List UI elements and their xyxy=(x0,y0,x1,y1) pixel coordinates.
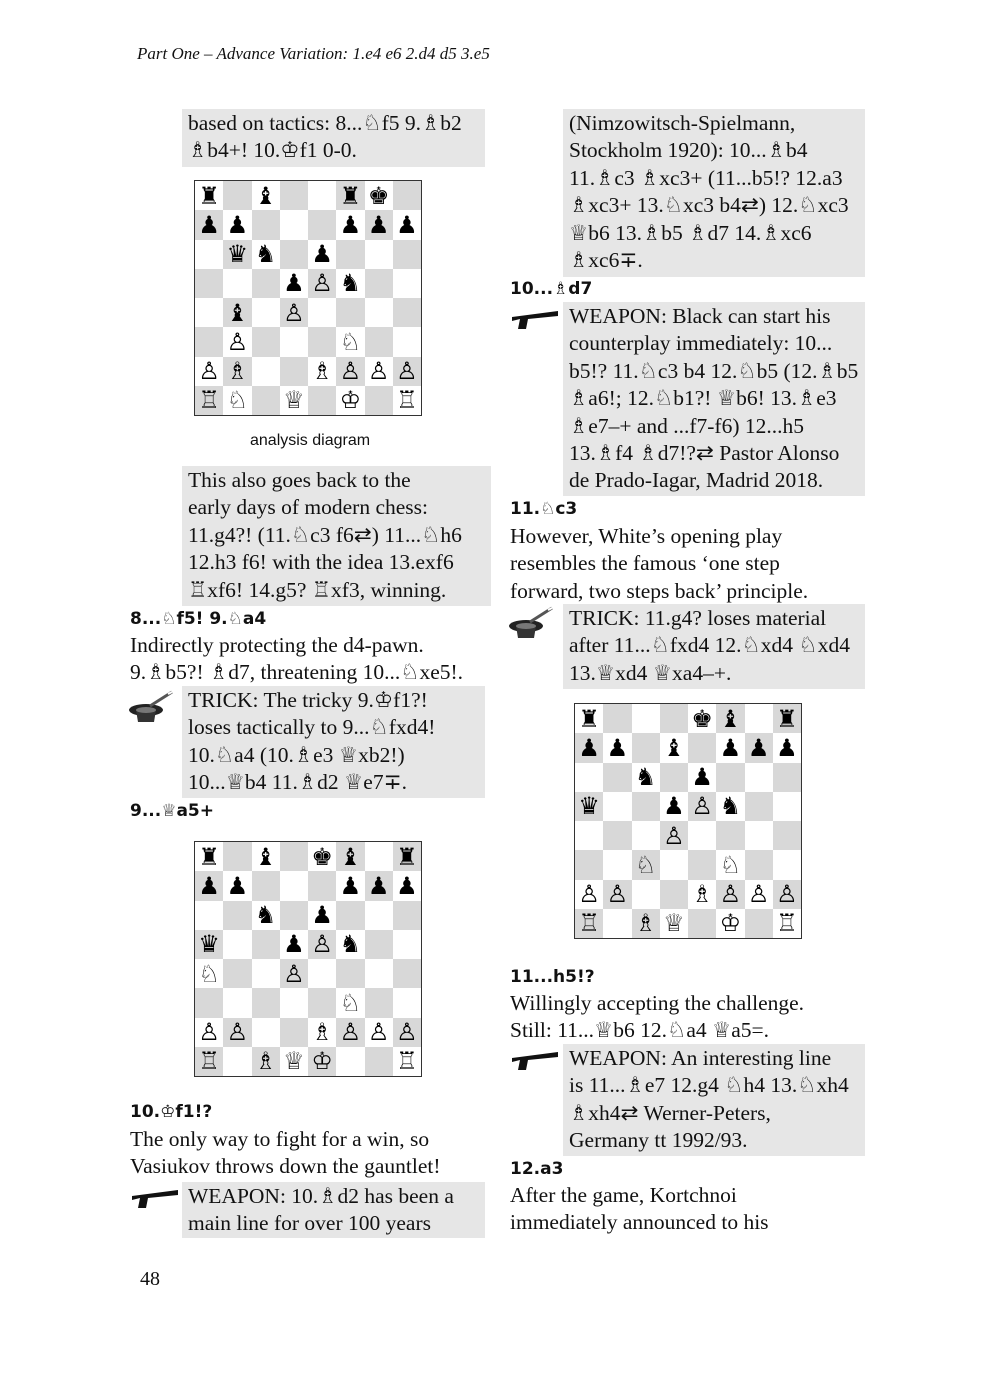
line: counterplay immediately: 10... xyxy=(569,331,833,356)
line: WEAPON: An interesting line xyxy=(569,1046,832,1070)
black-king-icon: ♚ xyxy=(308,842,336,871)
move-heading: 11.♘c3 xyxy=(510,499,578,519)
board-square xyxy=(632,733,660,762)
board-square xyxy=(280,210,308,239)
line: forward, two steps back’ principle. xyxy=(510,578,809,603)
left-text-2 xyxy=(130,1126,490,1181)
board-square xyxy=(280,1018,308,1047)
line: 11.♗c3 ♗xc3+ (11...b5!? 12.a3 xyxy=(569,165,843,190)
board-square xyxy=(603,792,631,821)
board-square xyxy=(252,386,280,415)
black-knight-icon: ♞ xyxy=(252,240,280,269)
white-knight-icon: ♘ xyxy=(336,988,364,1017)
white-king-icon: ♔ xyxy=(716,909,744,938)
white-pawn-icon: ♙ xyxy=(773,880,801,909)
board-square xyxy=(575,821,603,850)
board-square xyxy=(336,901,364,930)
line: ♗a6!; 12.♘b1?! ♕b6! 13.♗e3 xyxy=(569,386,837,411)
line: ♗xc3+ 13.♘xc3 b4⇄) 12.♘xc3 xyxy=(569,193,849,218)
board-square xyxy=(223,181,251,210)
board-square xyxy=(716,821,744,850)
black-bishop-icon: ♝ xyxy=(660,733,688,762)
line: ♗b4+! 10.♔f1 0-0. xyxy=(188,138,357,163)
black-queen-icon: ♛ xyxy=(575,792,603,821)
left-text-1 xyxy=(130,632,490,687)
board-square xyxy=(575,763,603,792)
black-pawn-icon: ♟ xyxy=(688,763,716,792)
line: 13.♗f4 ♗d7!?⇄ Pastor Alonso xyxy=(569,441,840,466)
board-square xyxy=(365,842,393,871)
white-pawn-icon: ♙ xyxy=(308,269,336,298)
line: Indirectly protecting the d4-pawn. xyxy=(130,633,424,657)
white-king-icon: ♔ xyxy=(308,1047,336,1076)
line: 9.♗b5?! ♗d7, threatening 10...♘xe5!. xyxy=(130,660,464,685)
line: resembles the famous ‘one step xyxy=(510,551,780,576)
left-weapon-1 xyxy=(182,1182,485,1238)
board-square xyxy=(336,298,364,327)
line: The only way to fight for a win, so xyxy=(130,1127,430,1151)
black-pawn-icon: ♟ xyxy=(308,240,336,269)
board-square xyxy=(252,930,280,959)
black-pawn-icon: ♟ xyxy=(745,733,773,762)
white-pawn-icon: ♙ xyxy=(603,880,631,909)
board-square xyxy=(195,240,223,269)
board-square xyxy=(336,240,364,269)
white-bishop-icon: ♗ xyxy=(252,1047,280,1076)
white-knight-icon: ♘ xyxy=(223,386,251,415)
board-square xyxy=(280,988,308,1017)
board-square xyxy=(252,959,280,988)
board-square xyxy=(308,327,336,356)
board-square xyxy=(336,1047,364,1076)
black-knight-icon: ♞ xyxy=(336,930,364,959)
board-square xyxy=(365,930,393,959)
line: de Prado-Iagar, Madrid 2018. xyxy=(569,468,824,493)
white-knight-icon: ♘ xyxy=(716,850,744,879)
white-bishop-icon: ♗ xyxy=(632,909,660,938)
white-knight-icon: ♘ xyxy=(632,850,660,879)
black-pawn-icon: ♟ xyxy=(365,210,393,239)
board-square xyxy=(252,357,280,386)
black-pawn-icon: ♟ xyxy=(195,871,223,900)
white-rook-icon: ♖ xyxy=(393,1047,421,1076)
board-square xyxy=(280,181,308,210)
black-queen-icon: ♛ xyxy=(195,930,223,959)
board-square xyxy=(223,959,251,988)
board-square xyxy=(223,901,251,930)
board-square xyxy=(632,880,660,909)
black-pawn-icon: ♟ xyxy=(223,871,251,900)
board-square xyxy=(745,850,773,879)
board-square xyxy=(632,704,660,733)
board-square xyxy=(575,850,603,879)
board-square xyxy=(365,240,393,269)
black-rook-icon: ♜ xyxy=(336,181,364,210)
line: WEAPON: 10.♗d2 has been a xyxy=(188,1184,454,1208)
board-square xyxy=(308,959,336,988)
line: 11.g4?! (11.♘c3 f6⇄) 11...♘h6 xyxy=(188,522,462,547)
white-pawn-icon: ♙ xyxy=(280,298,308,327)
black-pawn-icon: ♟ xyxy=(195,210,223,239)
board-square xyxy=(308,988,336,1017)
board-square xyxy=(308,871,336,900)
left-box-1 xyxy=(182,109,485,167)
white-rook-icon: ♖ xyxy=(195,1047,223,1076)
line: main line for over 100 years xyxy=(188,1211,431,1236)
white-rook-icon: ♖ xyxy=(195,386,223,415)
line: This also goes back to the xyxy=(188,468,411,492)
board-square xyxy=(393,240,421,269)
chess-board-1 xyxy=(194,180,422,416)
line: 12.h3 f6! with the idea 13.exf6 xyxy=(188,550,454,575)
black-bishop-icon: ♝ xyxy=(252,181,280,210)
black-bishop-icon: ♝ xyxy=(716,704,744,733)
board-square xyxy=(223,1047,251,1076)
right-trick-1 xyxy=(563,604,865,689)
board-square xyxy=(603,763,631,792)
line: b5!? 11.♘c3 b4 12.♘b5 (12.♗b5 xyxy=(569,358,859,383)
board-square xyxy=(280,357,308,386)
black-rook-icon: ♜ xyxy=(575,704,603,733)
black-pawn-icon: ♟ xyxy=(773,733,801,762)
board-square xyxy=(308,298,336,327)
board-square xyxy=(773,850,801,879)
line: ♗e7–+ and ...f7-f6) 12...h5 xyxy=(569,413,804,438)
black-pawn-icon: ♟ xyxy=(223,210,251,239)
black-pawn-icon: ♟ xyxy=(336,871,364,900)
white-pawn-icon: ♙ xyxy=(393,1018,421,1047)
board-square xyxy=(603,909,631,938)
board-square xyxy=(773,821,801,850)
black-bishop-icon: ♝ xyxy=(223,298,251,327)
board-square xyxy=(223,842,251,871)
board-square xyxy=(393,269,421,298)
line: ♗xh4⇄ Werner-Peters, xyxy=(569,1100,771,1125)
board-square xyxy=(252,988,280,1017)
white-pawn-icon: ♙ xyxy=(393,357,421,386)
board-square xyxy=(773,792,801,821)
move-heading: 11...h5!? xyxy=(510,967,595,987)
move-heading: 8...♘f5! 9.♘a4 xyxy=(130,609,267,629)
line: TRICK: 11.g4? loses material xyxy=(569,606,827,630)
board-square xyxy=(308,181,336,210)
right-weapon-1 xyxy=(563,302,865,496)
board-square xyxy=(195,327,223,356)
black-pawn-icon: ♟ xyxy=(308,901,336,930)
page-number: 48 xyxy=(140,1268,160,1290)
line: 13.♕xd4 ♕xa4–+. xyxy=(569,660,732,685)
board-square xyxy=(308,210,336,239)
pistol-icon xyxy=(510,1048,560,1072)
line: after 11...♘fxd4 12.♘xd4 ♘xd4 xyxy=(569,633,850,658)
board-square xyxy=(603,821,631,850)
board-square xyxy=(252,298,280,327)
black-pawn-icon: ♟ xyxy=(716,733,744,762)
black-knight-icon: ♞ xyxy=(632,763,660,792)
board-square xyxy=(632,792,660,821)
black-queen-icon: ♛ xyxy=(223,240,251,269)
right-text-1 xyxy=(510,523,870,605)
white-knight-icon: ♘ xyxy=(195,959,223,988)
line: Willingly accepting the challenge. xyxy=(510,991,805,1015)
board-square xyxy=(632,821,660,850)
line: WEAPON: Black can start his xyxy=(569,304,831,328)
move-heading: 9...♕a5+ xyxy=(130,801,214,821)
line: based on tactics: 8...♘f5 9.♗b2 xyxy=(188,111,462,135)
white-king-icon: ♔ xyxy=(336,386,364,415)
board-square xyxy=(365,327,393,356)
white-pawn-icon: ♙ xyxy=(745,880,773,909)
board-square xyxy=(223,930,251,959)
board-square xyxy=(223,269,251,298)
white-pawn-icon: ♙ xyxy=(575,880,603,909)
white-pawn-icon: ♙ xyxy=(688,792,716,821)
white-knight-icon: ♘ xyxy=(336,327,364,356)
white-pawn-icon: ♙ xyxy=(223,327,251,356)
board-square xyxy=(195,901,223,930)
black-knight-icon: ♞ xyxy=(716,792,744,821)
black-rook-icon: ♜ xyxy=(393,842,421,871)
black-pawn-icon: ♟ xyxy=(280,269,308,298)
board-square xyxy=(252,327,280,356)
board-square xyxy=(195,298,223,327)
board-square xyxy=(223,988,251,1017)
line: Stockholm 1920): 10...♗b4 xyxy=(569,138,808,163)
move-heading: 12.a3 xyxy=(510,1159,564,1179)
board-square xyxy=(745,821,773,850)
board-square xyxy=(195,269,223,298)
board-square xyxy=(365,386,393,415)
board-square xyxy=(393,298,421,327)
board-square xyxy=(688,909,716,938)
right-weapon-2 xyxy=(563,1044,865,1156)
right-text-2 xyxy=(510,990,870,1045)
board-square xyxy=(252,871,280,900)
board-square xyxy=(393,181,421,210)
line: TRICK: The tricky 9.♔f1?! xyxy=(188,688,428,712)
line: After the game, Kortchnoi xyxy=(510,1183,737,1207)
white-bishop-icon: ♗ xyxy=(223,357,251,386)
white-queen-icon: ♕ xyxy=(280,386,308,415)
board-square xyxy=(393,327,421,356)
board-square xyxy=(308,386,336,415)
board-square xyxy=(688,733,716,762)
line: Germany tt 1992/93. xyxy=(569,1128,748,1153)
black-king-icon: ♚ xyxy=(688,704,716,733)
board-square xyxy=(280,842,308,871)
white-pawn-icon: ♙ xyxy=(195,1018,223,1047)
line: 10.♘a4 (10.♗e3 ♕xb2!) xyxy=(188,742,405,767)
board-square xyxy=(336,959,364,988)
board-square xyxy=(252,210,280,239)
board-square xyxy=(365,298,393,327)
black-pawn-icon: ♟ xyxy=(393,210,421,239)
black-knight-icon: ♞ xyxy=(336,269,364,298)
black-king-icon: ♚ xyxy=(365,181,393,210)
magic-hat-icon xyxy=(128,688,174,724)
black-pawn-icon: ♟ xyxy=(603,733,631,762)
line: Still: 11...♕b6 12.♘a4 ♕a5=. xyxy=(510,1018,770,1043)
right-box-1 xyxy=(563,109,865,277)
white-rook-icon: ♖ xyxy=(575,909,603,938)
black-rook-icon: ♜ xyxy=(195,842,223,871)
magic-hat-icon xyxy=(508,604,554,640)
board-square xyxy=(688,821,716,850)
right-text-3 xyxy=(510,1182,870,1237)
black-pawn-icon: ♟ xyxy=(336,210,364,239)
board-square xyxy=(688,850,716,879)
line: Vasiukov throws down the gauntlet! xyxy=(130,1154,441,1179)
chess-board-3 xyxy=(574,703,802,939)
white-queen-icon: ♕ xyxy=(280,1047,308,1076)
black-bishop-icon: ♝ xyxy=(252,842,280,871)
white-pawn-icon: ♙ xyxy=(223,1018,251,1047)
white-pawn-icon: ♙ xyxy=(336,1018,364,1047)
board-square xyxy=(660,704,688,733)
line: ♗xc6∓. xyxy=(569,248,643,273)
diagram-caption: analysis diagram xyxy=(250,432,371,449)
white-rook-icon: ♖ xyxy=(773,909,801,938)
pistol-icon xyxy=(130,1186,180,1210)
board-square xyxy=(365,901,393,930)
black-rook-icon: ♜ xyxy=(773,704,801,733)
line: However, White’s opening play xyxy=(510,524,783,548)
black-pawn-icon: ♟ xyxy=(393,871,421,900)
white-pawn-icon: ♙ xyxy=(336,357,364,386)
board-square xyxy=(393,988,421,1017)
board-square xyxy=(603,704,631,733)
board-square xyxy=(280,327,308,356)
board-square xyxy=(773,763,801,792)
line: loses tactically to 9...♘fxd4! xyxy=(188,715,436,740)
board-square xyxy=(603,850,631,879)
white-pawn-icon: ♙ xyxy=(280,959,308,988)
left-trick-1 xyxy=(182,686,485,798)
chess-board-2 xyxy=(194,841,422,1077)
board-square xyxy=(365,959,393,988)
board-square xyxy=(252,1018,280,1047)
white-queen-icon: ♕ xyxy=(660,909,688,938)
white-bishop-icon: ♗ xyxy=(308,357,336,386)
board-square xyxy=(280,240,308,269)
white-pawn-icon: ♙ xyxy=(716,880,744,909)
board-square xyxy=(393,959,421,988)
black-knight-icon: ♞ xyxy=(252,901,280,930)
board-square xyxy=(745,909,773,938)
board-square xyxy=(745,763,773,792)
line: is 11...♗e7 12.g4 ♘h4 13.♘xh4 xyxy=(569,1073,849,1098)
white-pawn-icon: ♙ xyxy=(308,930,336,959)
board-square xyxy=(365,269,393,298)
line: (Nimzowitsch-Spielmann, xyxy=(569,111,796,135)
board-square xyxy=(195,988,223,1017)
board-square xyxy=(365,988,393,1017)
white-bishop-icon: ♗ xyxy=(688,880,716,909)
board-square xyxy=(745,704,773,733)
board-square xyxy=(393,930,421,959)
white-pawn-icon: ♙ xyxy=(195,357,223,386)
board-square xyxy=(745,792,773,821)
board-square xyxy=(280,871,308,900)
move-heading: 10.♔f1!? xyxy=(130,1102,213,1122)
black-rook-icon: ♜ xyxy=(195,181,223,210)
line: ♖xf6! 14.g5? ♖xf3, winning. xyxy=(188,577,447,602)
board-square xyxy=(660,850,688,879)
move-heading: 10...♗d7 xyxy=(510,279,593,299)
line: ♕b6 13.♗b5 ♗d7 14.♗xc6 xyxy=(569,220,812,245)
line: immediately announced to his xyxy=(510,1210,769,1235)
black-pawn-icon: ♟ xyxy=(280,930,308,959)
black-pawn-icon: ♟ xyxy=(365,871,393,900)
board-square xyxy=(660,763,688,792)
white-pawn-icon: ♙ xyxy=(365,357,393,386)
white-bishop-icon: ♗ xyxy=(308,1018,336,1047)
black-bishop-icon: ♝ xyxy=(336,842,364,871)
board-square xyxy=(365,1047,393,1076)
black-pawn-icon: ♟ xyxy=(660,792,688,821)
white-pawn-icon: ♙ xyxy=(365,1018,393,1047)
board-square xyxy=(660,880,688,909)
white-pawn-icon: ♙ xyxy=(660,821,688,850)
board-square xyxy=(393,901,421,930)
line: 10...♕b4 11.♗d2 ♕e7∓. xyxy=(188,770,407,795)
left-box-2 xyxy=(182,466,491,606)
black-pawn-icon: ♟ xyxy=(575,733,603,762)
board-square xyxy=(280,901,308,930)
board-square xyxy=(252,269,280,298)
board-square xyxy=(716,763,744,792)
running-header: Part One – Advance Variation: 1.e4 e6 2.d4 d5 3.e5 xyxy=(137,44,490,63)
white-rook-icon: ♖ xyxy=(393,386,421,415)
line: early days of modern chess: xyxy=(188,495,429,520)
pistol-icon xyxy=(510,307,560,331)
